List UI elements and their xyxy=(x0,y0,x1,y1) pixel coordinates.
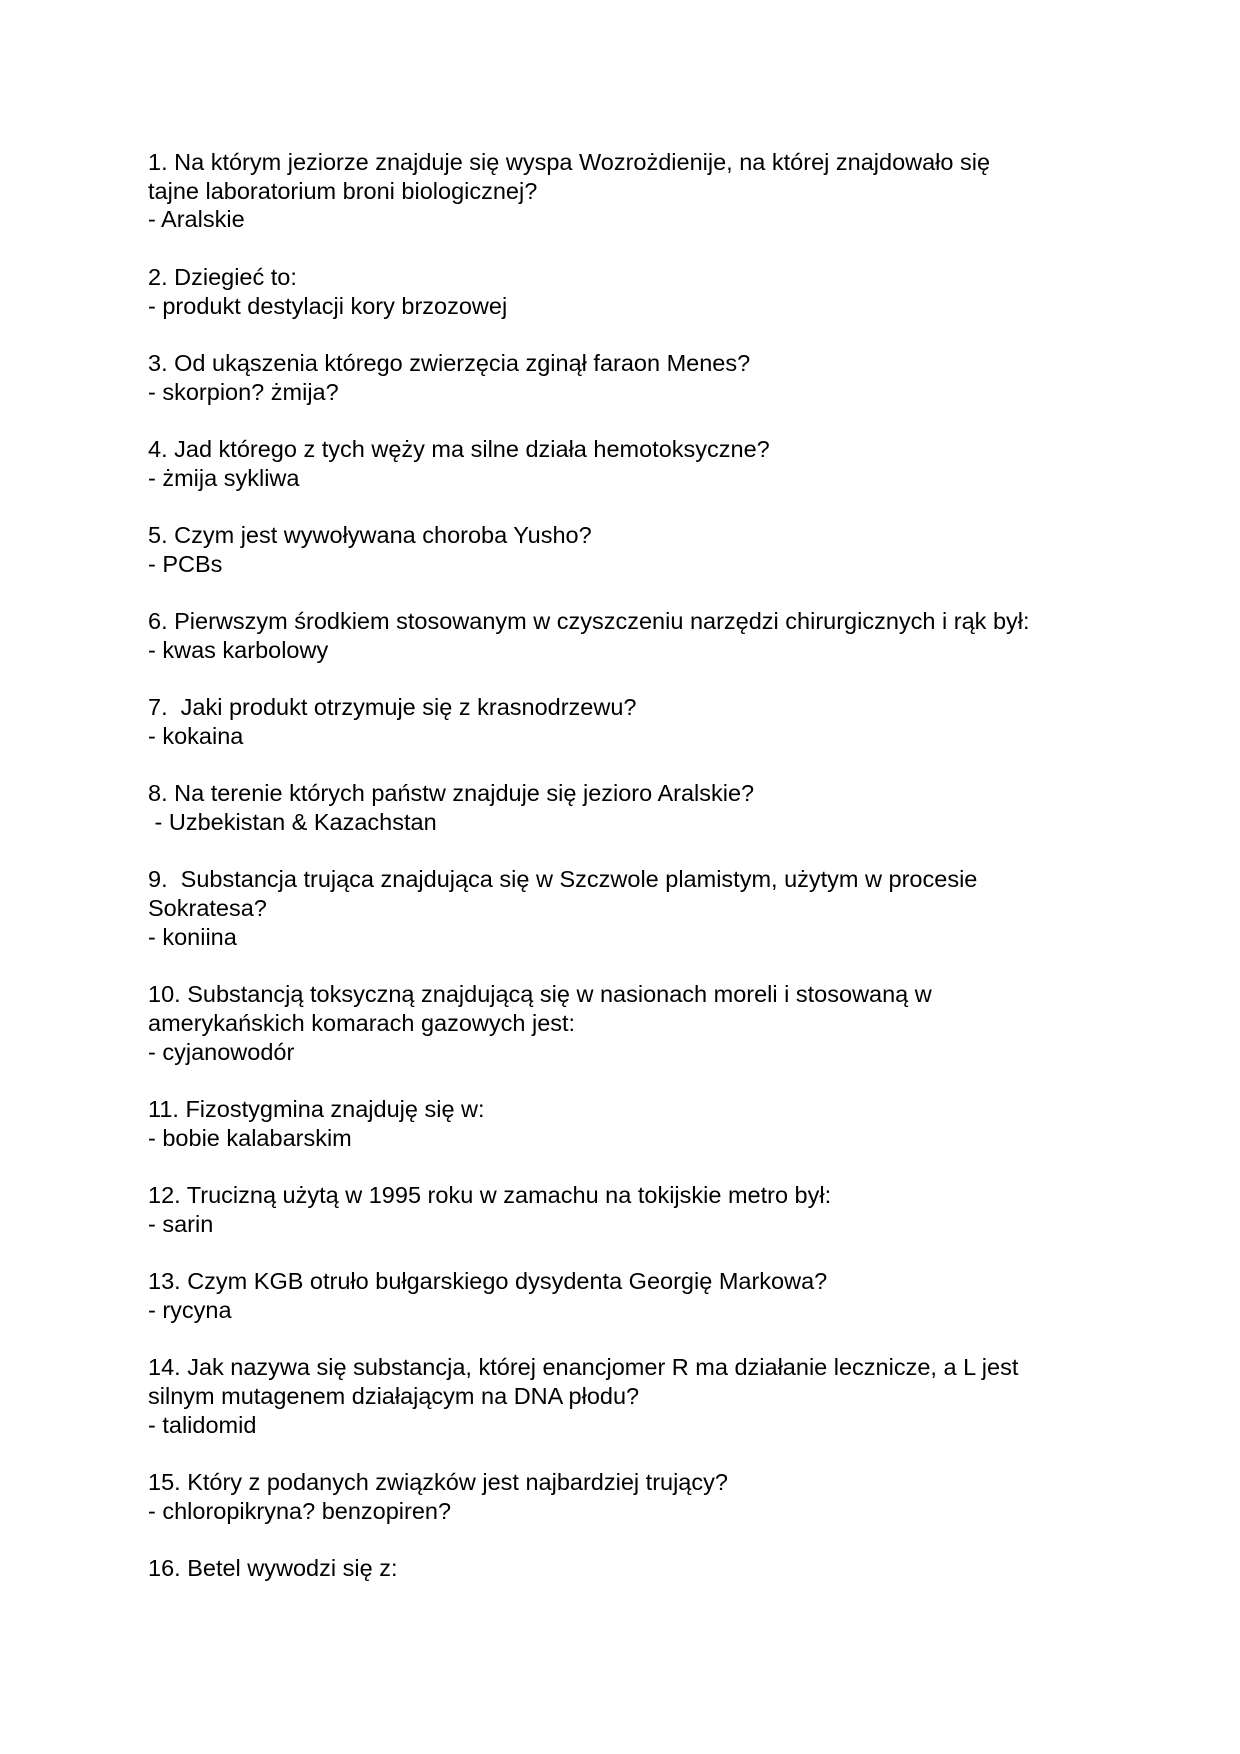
question-15: 15. Który z podanych związków jest najbardziej trujący? xyxy=(148,1469,728,1496)
answer-5: - PCBs xyxy=(148,550,223,577)
answer-15: - chloropikryna? benzopiren? xyxy=(148,1497,452,1524)
answer-3: - skorpion? żmija? xyxy=(148,378,339,405)
answer-7: - kokaina xyxy=(148,722,244,749)
qa-item-3 xyxy=(148,349,1148,406)
answer-12: - sarin xyxy=(148,1210,214,1237)
question-10-line-1: 10. Substancją toksyczną znajdującą się w nasionach moreli i stosowaną w xyxy=(148,981,932,1008)
answer-13: - rycyna xyxy=(148,1296,232,1323)
answer-1: - Aralskie xyxy=(148,206,245,233)
qa-item-14 xyxy=(148,1353,1148,1439)
qa-item-12 xyxy=(148,1181,1148,1238)
question-16: 16. Betel wywodzi się z: xyxy=(148,1555,398,1582)
answer-4: - żmija sykliwa xyxy=(148,464,300,491)
qa-item-6 xyxy=(148,607,1148,664)
qa-item-8 xyxy=(148,779,1148,836)
qa-item-15 xyxy=(148,1468,1148,1525)
question-14-line-2: silnym mutagenem działającym na DNA płodu? xyxy=(148,1383,640,1410)
question-7: 7. Jaki produkt otrzymuje się z krasnodrzewu? xyxy=(148,694,637,721)
question-9-line-1: 9. Substancja trująca znajdująca się w Szczwole plamistym, użytym w procesie xyxy=(148,866,978,893)
question-3: 3. Od ukąszenia którego zwierzęcia zginął faraon Menes? xyxy=(148,349,751,376)
qa-item-13 xyxy=(148,1267,1148,1324)
question-4: 4. Jad którego z tych węży ma silne działa hemotoksyczne? xyxy=(148,435,770,462)
qa-item-5 xyxy=(148,521,1148,578)
answer-6: - kwas karbolowy xyxy=(148,636,329,663)
answer-2: - produkt destylacji kory brzozowej xyxy=(148,292,508,319)
qa-item-11 xyxy=(148,1095,1148,1152)
question-2: 2. Dziegieć to: xyxy=(148,263,297,290)
question-13: 13. Czym KGB otruło bułgarskiego dysydenta Georgię Markowa? xyxy=(148,1268,828,1295)
question-8: 8. Na terenie których państw znajduje się jezioro Aralskie? xyxy=(148,780,755,807)
question-11: 11. Fizostygmina znajduję się w: xyxy=(148,1096,485,1123)
qa-item-16 xyxy=(148,1554,1148,1583)
question-12: 12. Trucizną użytą w 1995 roku w zamachu na tokijskie metro był: xyxy=(148,1182,832,1209)
question-1-line-2: tajne laboratorium broni biologicznej? xyxy=(148,177,538,204)
answer-14: - talidomid xyxy=(148,1411,257,1438)
question-5: 5. Czym jest wywoływana choroba Yusho? xyxy=(148,522,592,549)
qa-item-1 xyxy=(148,148,1148,234)
answer-8: - Uzbekistan & Kazachstan xyxy=(148,809,437,836)
answer-10: - cyjanowodór xyxy=(148,1038,295,1065)
answer-11: - bobie kalabarskim xyxy=(148,1124,352,1151)
qa-item-10 xyxy=(148,980,1148,1066)
question-1-line-1: 1. Na którym jeziorze znajduje się wyspa Wozrożdienije, na której znajdowało się xyxy=(148,149,991,175)
question-10-line-2: amerykańskich komarach gazowych jest: xyxy=(148,1009,576,1036)
qa-item-9 xyxy=(148,865,1148,951)
qa-item-2 xyxy=(148,263,1148,320)
qa-item-7 xyxy=(148,693,1148,750)
answer-9: - koniina xyxy=(148,923,237,950)
question-14-line-1: 14. Jak nazywa się substancja, której enancjomer R ma działanie lecznicze, a L jest xyxy=(148,1354,1019,1381)
qa-item-4 xyxy=(148,435,1148,492)
question-6: 6. Pierwszym środkiem stosowanym w czyszczeniu narzędzi chirurgicznych i rąk był: xyxy=(148,608,1030,635)
question-9-line-2: Sokratesa? xyxy=(148,895,267,922)
document-body xyxy=(148,148,1148,1612)
